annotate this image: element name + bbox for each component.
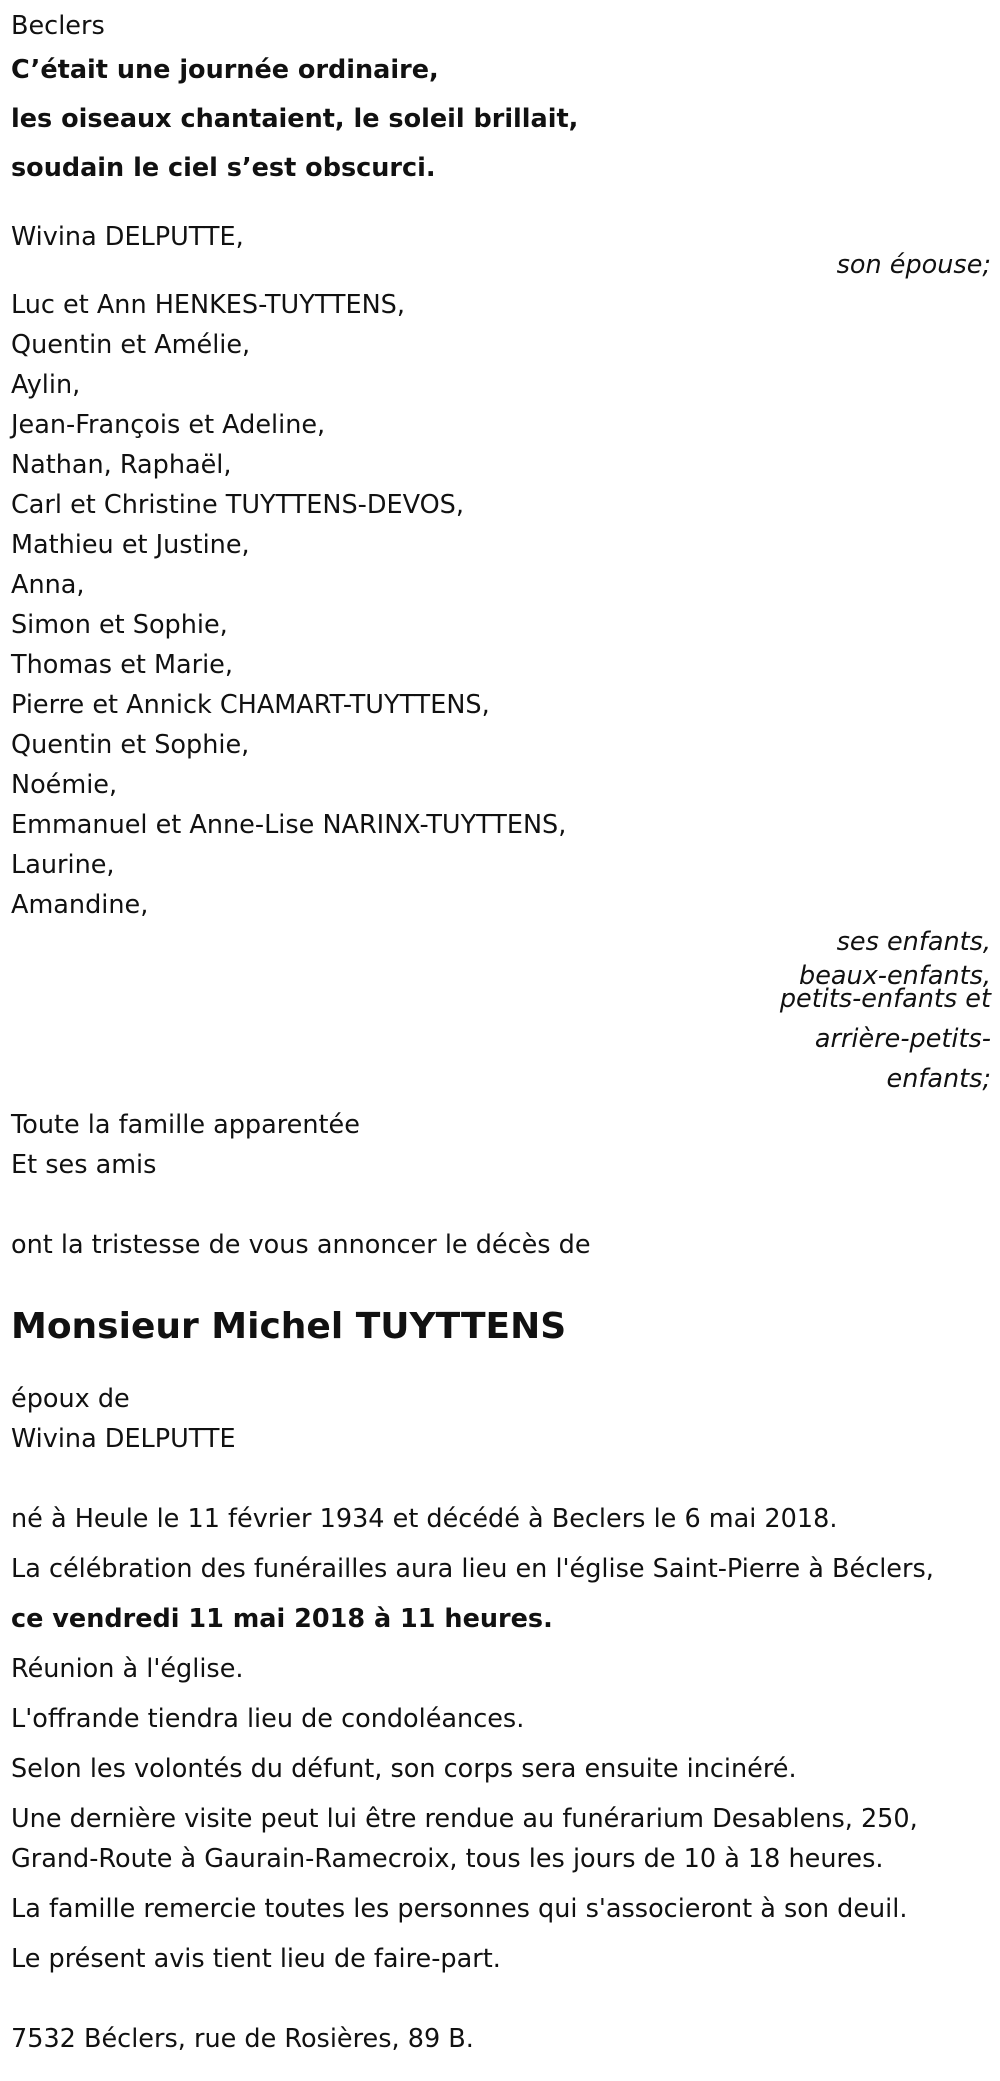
family-member: Thomas et Marie, — [11, 650, 233, 680]
family-member: Amandine, — [11, 890, 149, 920]
poem — [11, 46, 991, 193]
family-role-children: ses enfants, beaux-enfants, — [799, 927, 991, 991]
family-role-grandchildren: petits-enfants et arrière-petits-enfants; — [779, 984, 991, 1094]
visit-info: Une dernière visite peut lui être rendue au funérarium Desablens, 250, Grand-Route à Gaurain-Ramecroix, tous les jours de 10 à 18 heures. — [11, 1804, 918, 1874]
celebration-info: La célébration des funérailles aura lieu en l'église Saint-Pierre à Béclers, — [11, 1554, 934, 1584]
funeral-details — [11, 1499, 991, 1979]
family-member: Anna, — [11, 570, 85, 600]
family-list — [11, 285, 991, 925]
home-address: 7532 Béclers, rue de Rosières, 89 B. — [11, 2024, 474, 2054]
family-member: Mathieu et Justine, — [11, 530, 250, 560]
poem-line: C’était une journée ordinaire, — [11, 55, 439, 85]
poem-line: soudain le ciel s’est obscurci. — [11, 153, 436, 183]
family-member: Pierre et Annick CHAMART-TUYTTENS, — [11, 690, 490, 720]
family-member: Laurine, — [11, 850, 115, 880]
offering-info: L'offrande tiendra lieu de condoléances. — [11, 1704, 525, 1734]
village-name: Beclers — [11, 11, 105, 41]
cremation-info: Selon les volontés du défunt, son corps sera ensuite incinéré. — [11, 1754, 797, 1784]
family-member: Luc et Ann HENKES-TUYTTENS, — [11, 290, 405, 320]
family-member: Nathan, Raphaël, — [11, 450, 232, 480]
family-member: Noémie, — [11, 770, 118, 800]
notice-info: Le présent avis tient lieu de faire-part. — [11, 1944, 501, 1974]
poem-line: les oiseaux chantaient, le soleil brillait, — [11, 104, 579, 134]
obituary-notice — [11, 6, 991, 2059]
family-member: Jean-François et Adeline, — [11, 410, 326, 440]
birth-death-info: né à Heule le 11 février 1934 et décédé à Beclers le 6 mai 2018. — [11, 1504, 838, 1534]
family-member: Aylin, — [11, 370, 81, 400]
family-member: Emmanuel et Anne-Lise NARINX-TUYTTENS, — [11, 810, 567, 840]
extended-family: Toute la famille apparentée — [11, 1110, 360, 1140]
meeting-info: Réunion à l'église. — [11, 1654, 244, 1684]
announcement-text: ont la tristesse de vous annoncer le décès de — [11, 1230, 591, 1260]
celebration-date-time: ce vendredi 11 mai 2018 à 11 heures. — [11, 1604, 553, 1634]
family-member: Simon et Sophie, — [11, 610, 228, 640]
spouse-role: son épouse; — [836, 250, 991, 280]
friends: Et ses amis — [11, 1150, 157, 1180]
deceased-name: Monsieur Michel TUYTTENS — [11, 1306, 567, 1347]
family-member: Quentin et Amélie, — [11, 330, 251, 360]
family-member: Carl et Christine TUYTTENS-DEVOS, — [11, 490, 464, 520]
thanks-info: La famille remercie toutes les personnes qui s'associeront à son deuil. — [11, 1894, 908, 1924]
spouse-name: Wivina DELPUTTE, — [11, 222, 244, 252]
spouse-of-label: époux de — [11, 1384, 130, 1414]
family-member: Quentin et Sophie, — [11, 730, 250, 760]
spouse-of-name: Wivina DELPUTTE — [11, 1424, 236, 1454]
